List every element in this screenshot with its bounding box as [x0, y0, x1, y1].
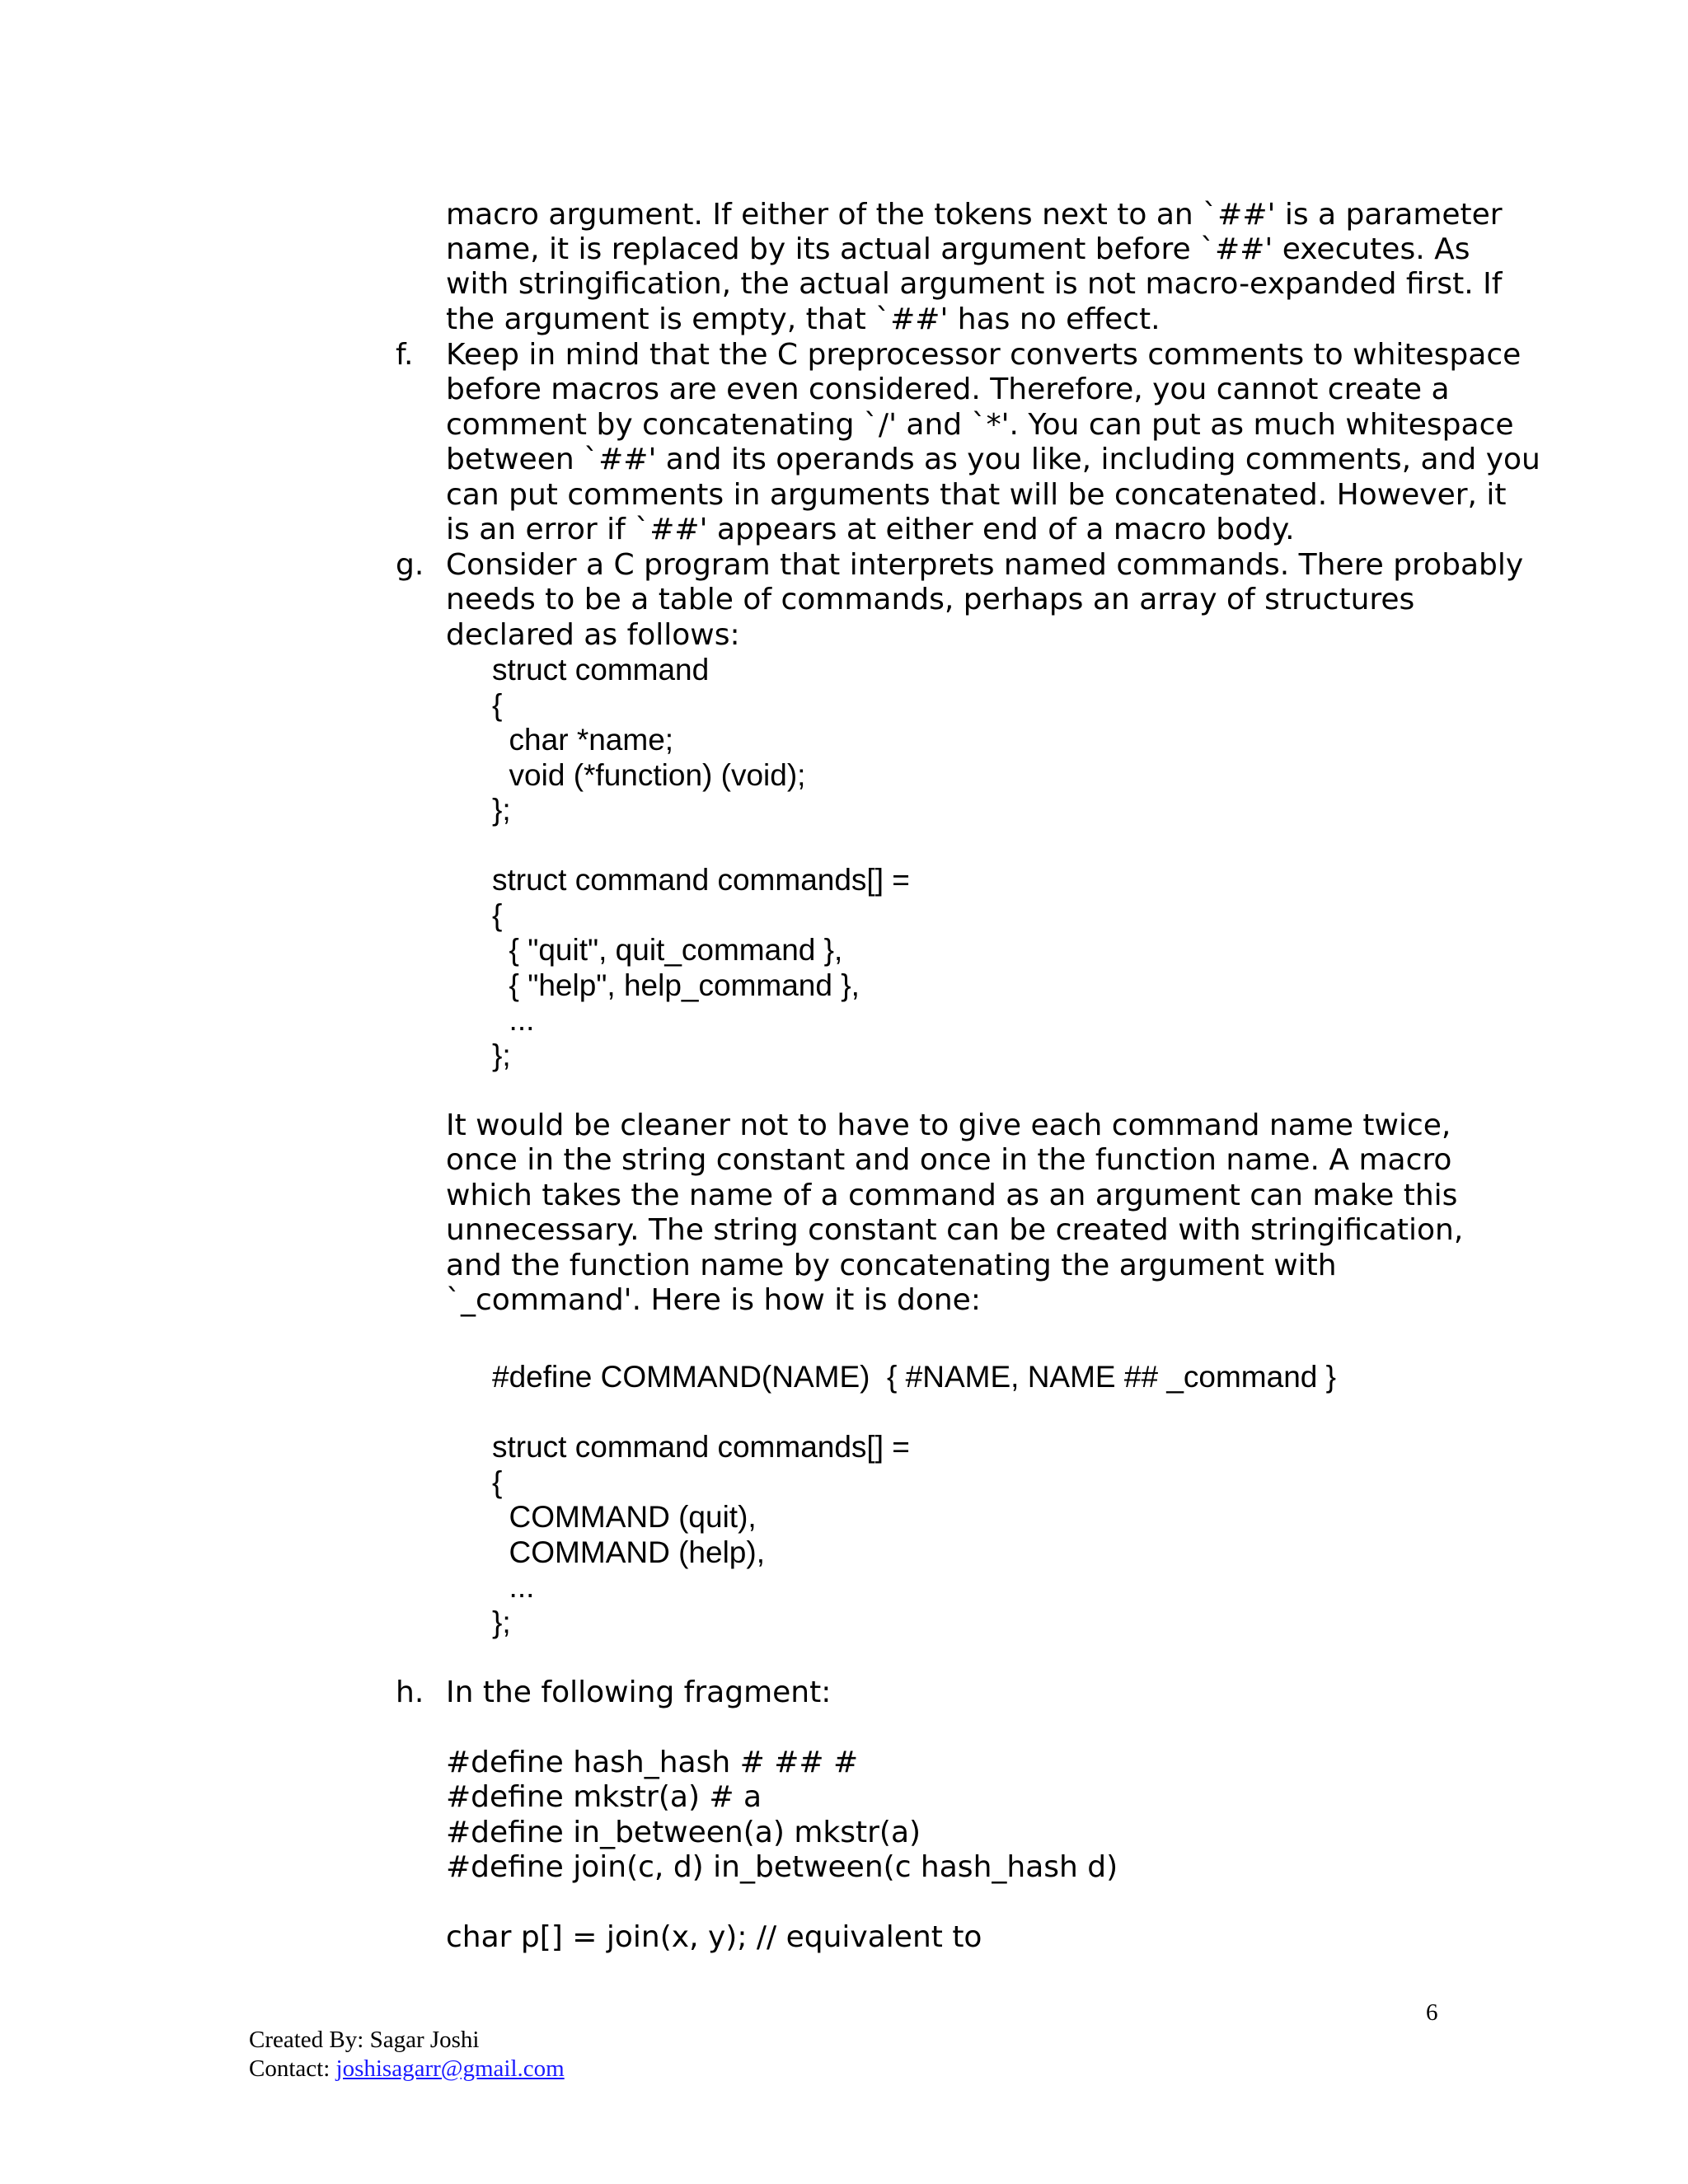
item-f-line: is an error if `##' appears at either end of a macro body. [446, 513, 1295, 546]
item-e-line: the argument is empty, that `##' has no effect. [446, 302, 1160, 336]
footer-created-by: Created By: Sagar Joshi [249, 2027, 480, 2053]
item-e-line: with stringification, the actual argument is not macro-expanded first. If [446, 267, 1503, 301]
item-e-line: macro argument. If either of the tokens next to an `##' is a parameter [446, 198, 1503, 232]
code-line: #define in_between(a) mkstr(a) [446, 1816, 921, 1849]
item-g-paragraph-line: unnecessary. The string constant can be created with stringification, [446, 1213, 1464, 1247]
code-line: { [492, 688, 503, 722]
contact-email-link[interactable]: joshisagarr@gmail.com [335, 2055, 565, 2082]
code-line: { [492, 1465, 503, 1499]
code-line: struct command [492, 653, 710, 687]
item-g-paragraph-line: It would be cleaner not to have to give each command name twice, [446, 1108, 1451, 1142]
item-f-line: comment by concatenating `/' and `*'. You can put as much whitespace [446, 408, 1514, 442]
footer-contact [249, 2055, 565, 2083]
item-g-marker: g. [396, 548, 424, 582]
footer-contact-label: Contact: [249, 2055, 336, 2082]
item-g-line: declared as follows: [446, 618, 740, 652]
code-line: ... [492, 1570, 535, 1604]
code-line: #define hash_hash # ## # [446, 1746, 859, 1779]
code-line: #define mkstr(a) # a [446, 1780, 762, 1814]
item-g-paragraph-line: which takes the name of a command as an argument can make this [446, 1179, 1458, 1212]
code-line: }; [492, 1038, 511, 1072]
item-g-line: needs to be a table of commands, perhaps an array of structures [446, 583, 1415, 616]
item-f-marker: f. [396, 338, 414, 372]
code-line: struct command commands[] = [492, 863, 910, 897]
item-e-line: name, it is replaced by its actual argument before `##' executes. As [446, 232, 1470, 266]
item-f-line: before macros are even considered. Therefore, you cannot create a [446, 373, 1450, 406]
item-g-paragraph-line: and the function name by concatenating the argument with [446, 1249, 1337, 1282]
item-h-marker: h. [396, 1675, 424, 1709]
code-line: char p[] = join(x, y); // equivalent to [446, 1920, 982, 1954]
code-line: COMMAND (help), [492, 1535, 765, 1569]
code-line: char *name; [492, 723, 674, 757]
code-line: ... [492, 1003, 535, 1037]
item-g-line: Consider a C program that interprets named commands. There probably [446, 548, 1524, 582]
item-f-line: can put comments in arguments that will be concatenated. However, it [446, 478, 1507, 512]
page-number: 6 [1426, 1999, 1438, 2026]
code-line: }; [492, 1605, 511, 1639]
code-line: #define join(c, d) in_between(c hash_hash d) [446, 1850, 1118, 1884]
code-line: void (*function) (void); [492, 758, 806, 792]
item-f-line: Keep in mind that the C preprocessor converts comments to whitespace [446, 338, 1522, 372]
item-f-line: between `##' and its operands as you like, including comments, and you [446, 443, 1540, 476]
code-line: }; [492, 793, 511, 827]
item-g-paragraph-line: `_command'. Here is how it is done: [446, 1283, 981, 1317]
code-line: { [492, 898, 503, 932]
code-line: struct command commands[] = [492, 1430, 910, 1464]
code-line: #define COMMAND(NAME) { #NAME, NAME ## _command } [492, 1360, 1336, 1394]
code-line: COMMAND (quit), [492, 1500, 757, 1534]
item-h-intro: In the following fragment: [446, 1675, 832, 1709]
code-line: { "quit", quit_command }, [492, 933, 843, 967]
code-line: { "help", help_command }, [492, 968, 860, 1002]
item-g-paragraph-line: once in the string constant and once in the function name. A macro [446, 1143, 1452, 1177]
